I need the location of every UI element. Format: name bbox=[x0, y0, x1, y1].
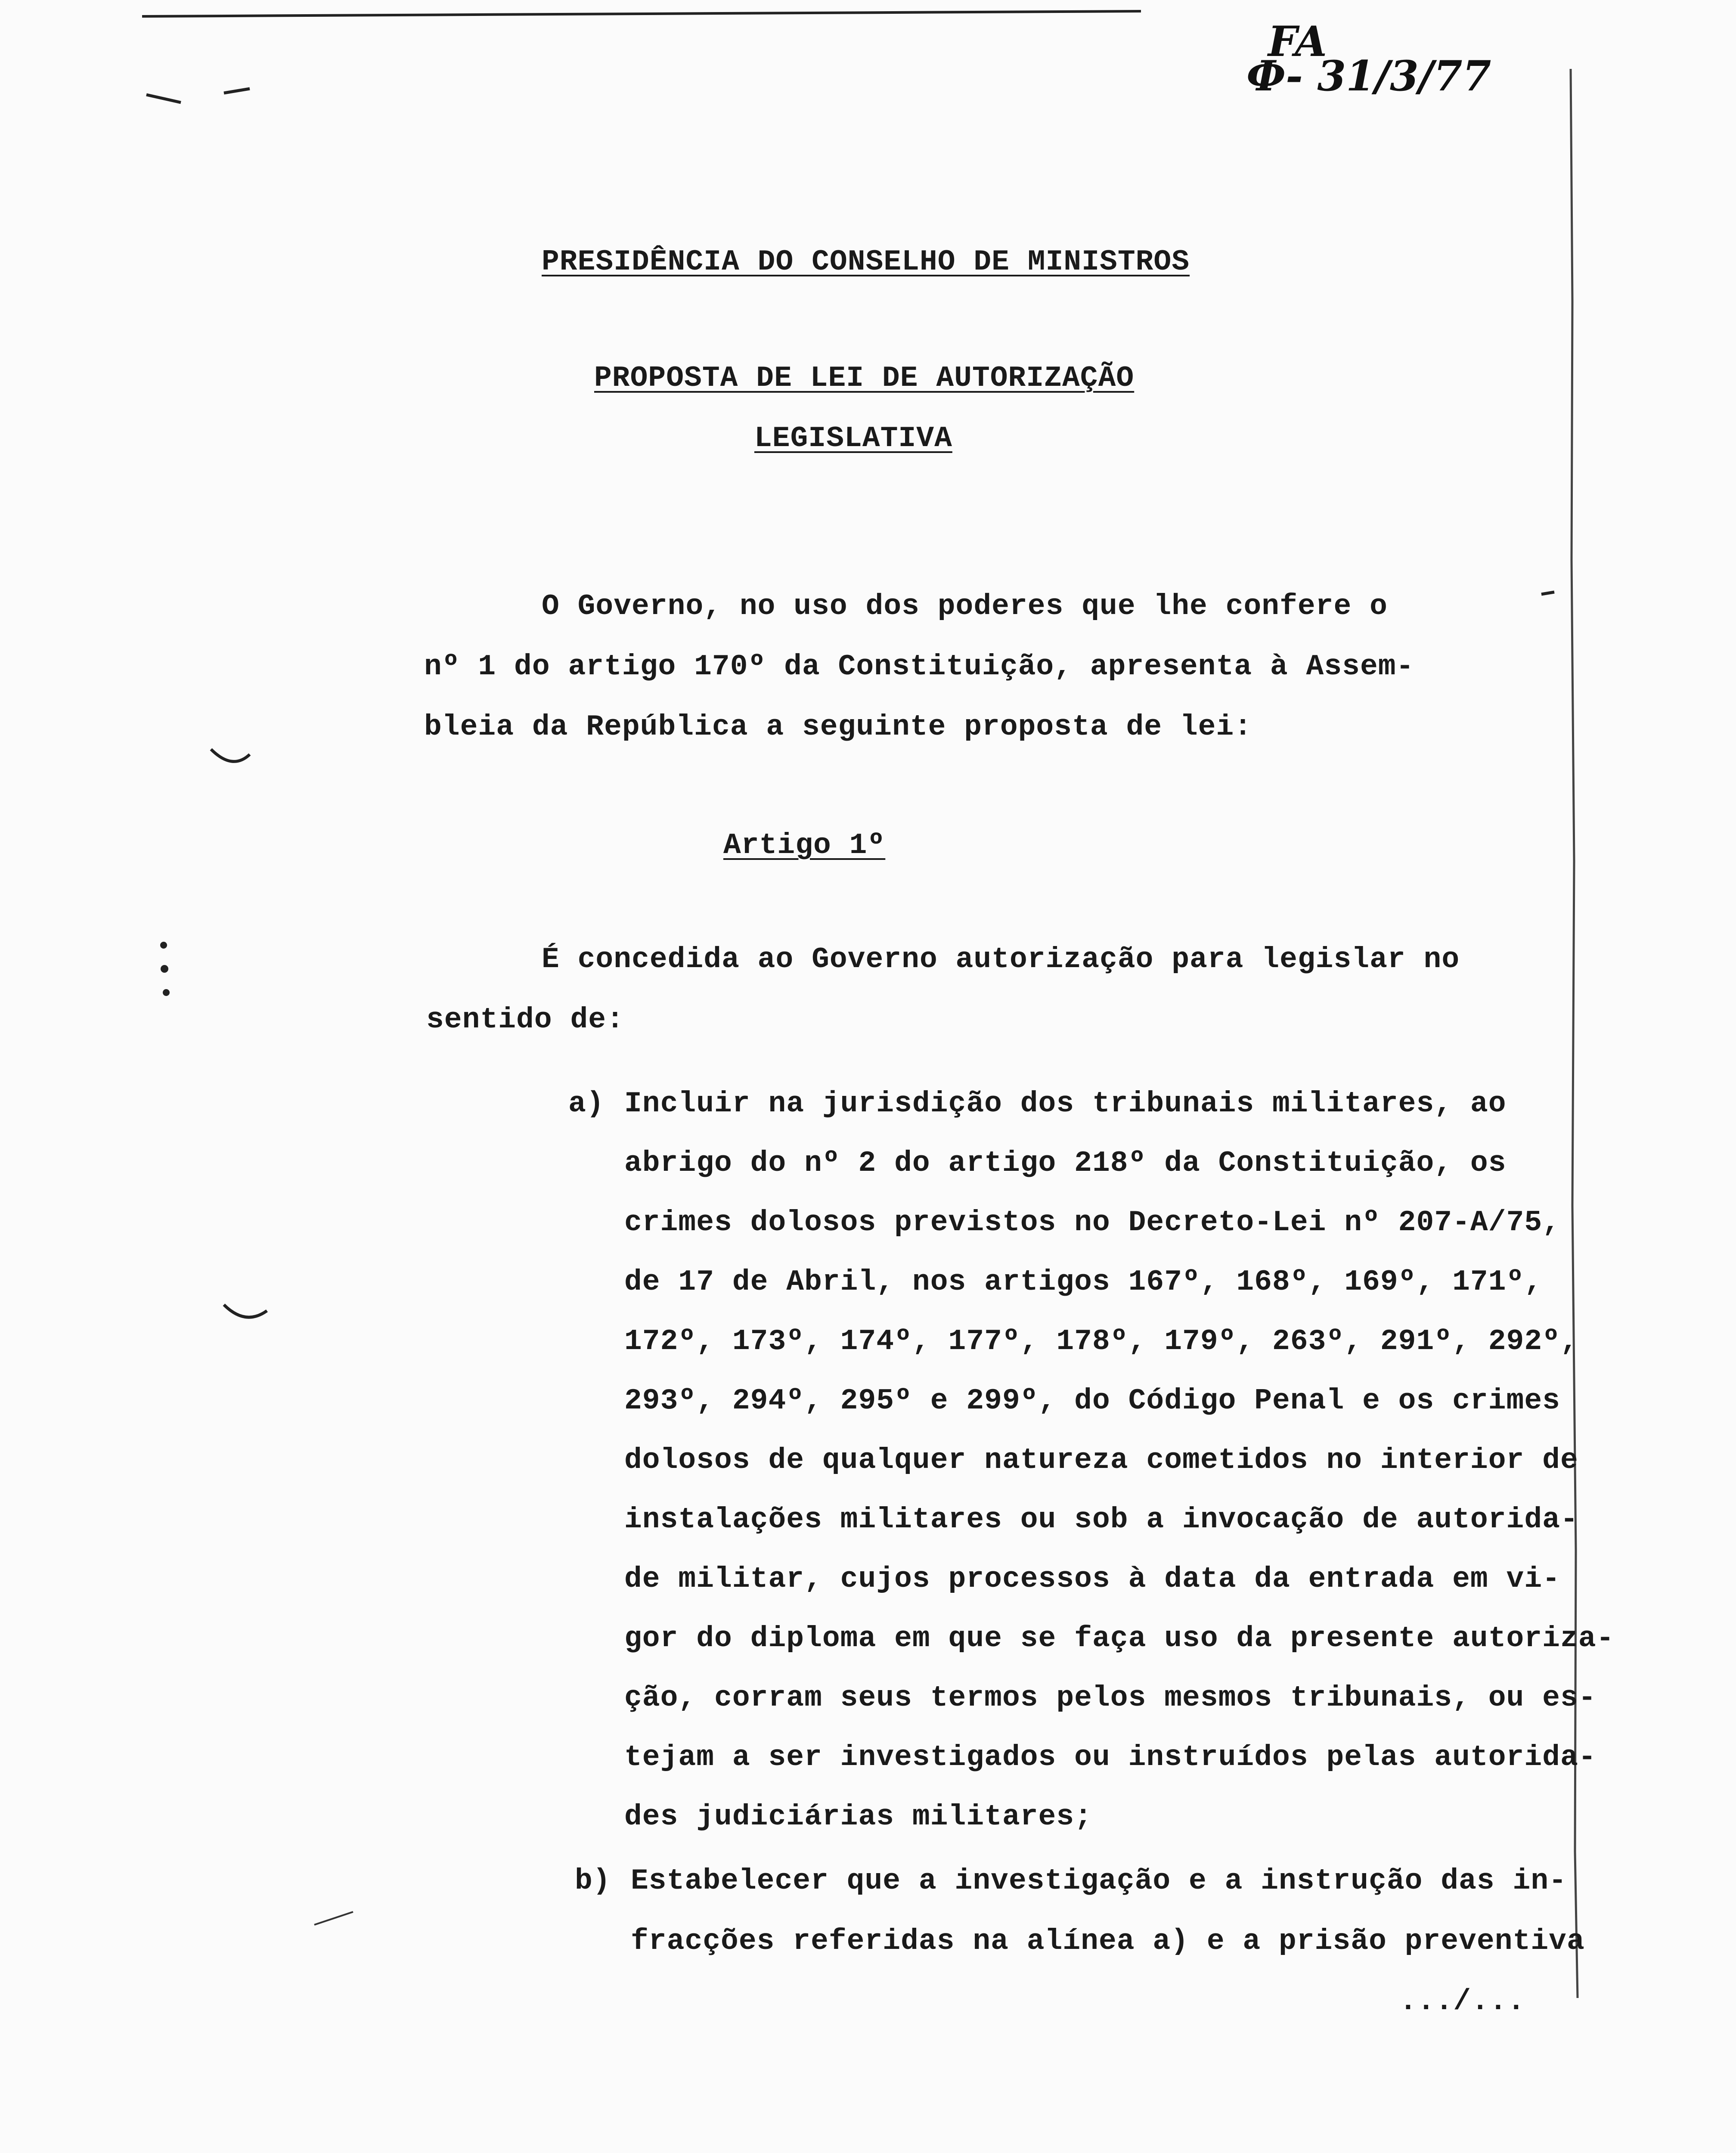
item-a-line-8: instalações militares ou sob a invocação de autorida- bbox=[624, 1503, 1578, 1536]
item-a-marker: a) bbox=[568, 1087, 604, 1120]
item-a-line-1: Incluir na jurisdição dos tribunais militares, ao bbox=[624, 1087, 1507, 1120]
punch-mark-upper bbox=[211, 749, 250, 761]
institution-heading: PRESIDÊNCIA DO CONSELHO DE MINISTROS bbox=[542, 245, 1190, 279]
continuation-mark: .../... bbox=[1399, 1985, 1525, 2018]
item-a-line-13: des judiciárias militares; bbox=[624, 1800, 1092, 1833]
item-b-line-1: Estabelecer que a investigação e a instrução das in- bbox=[631, 1864, 1567, 1898]
preamble-line-1: O Governo, no uso dos poderes que lhe confere o bbox=[542, 590, 1388, 623]
corner-marks bbox=[146, 89, 250, 102]
item-a-line-7: dolosos de qualquer natureza cometidos no interior de bbox=[624, 1444, 1578, 1477]
preamble-line-3: bleia da República a seguinte proposta de lei: bbox=[424, 710, 1252, 744]
item-a-line-11: ção, corram seus termos pelos mesmos tribunais, ou es- bbox=[624, 1681, 1596, 1715]
item-a-line-2: abrigo do nº 2 do artigo 218º da Constituição, os bbox=[624, 1147, 1507, 1180]
article-heading: Artigo 1º bbox=[723, 829, 886, 862]
item-a-line-12: tejam a ser investigados ou instruídos pelas autorida- bbox=[624, 1741, 1596, 1774]
preamble-line-2: nº 1 do artigo 170º da Constituição, apresenta à Assem- bbox=[424, 650, 1414, 683]
handwritten-initials: FA bbox=[1268, 17, 1327, 66]
item-a-line-6: 293º, 294º, 295º e 299º, do Código Penal e os crimes bbox=[624, 1384, 1560, 1418]
handwritten-date: Ф- 31/3/77 bbox=[1246, 52, 1491, 100]
proposal-title-line2: LEGISLATIVA bbox=[754, 422, 952, 455]
item-a-line-9: de militar, cujos processos à data da entrada em vi- bbox=[624, 1563, 1560, 1596]
item-a-line-10: gor do diploma em que se faça uso da presente autoriza- bbox=[624, 1622, 1615, 1655]
top-edge-line bbox=[142, 11, 1141, 16]
item-b-marker: b) bbox=[575, 1864, 611, 1898]
article-intro-line-2: sentido de: bbox=[426, 1003, 624, 1036]
punch-mark-lower bbox=[224, 1305, 267, 1317]
margin-dash bbox=[1541, 592, 1554, 594]
item-a-line-3: crimes dolosos previstos no Decreto-Lei nº 207-A/75, bbox=[624, 1206, 1560, 1239]
article-intro-line-1: É concedida ao Governo autorização para legislar no bbox=[542, 943, 1460, 976]
proposal-title-line1: PROPOSTA DE LEI DE AUTORIZAÇÃO bbox=[594, 362, 1135, 395]
item-a-line-5: 172º, 173º, 174º, 177º, 178º, 179º, 263º, 291º, 292º, bbox=[624, 1325, 1578, 1358]
item-a-line-4: de 17 de Abril, nos artigos 167º, 168º, 169º, 171º, bbox=[624, 1266, 1543, 1299]
stray-mark bbox=[314, 1912, 353, 1925]
item-b-line-2: fracções referidas na alínea a) e a prisão preventiva bbox=[631, 1925, 1585, 1958]
